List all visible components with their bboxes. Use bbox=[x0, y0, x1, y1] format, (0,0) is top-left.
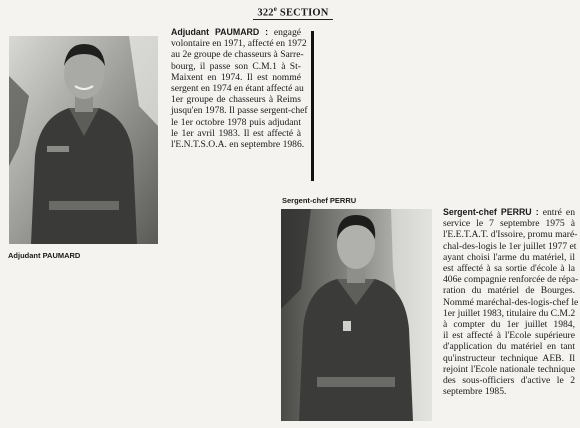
paumard-bio bbox=[171, 27, 308, 151]
perru-bio-line: qu'instructeur technique AEB. Il bbox=[443, 352, 575, 364]
perru-caption: Sergent-chef PERRU bbox=[282, 196, 357, 205]
paumard-bio-line: volontaire en 1971, affecté en 1972 bbox=[171, 38, 307, 50]
perru-bio-line: rejoint l'Ecole nationale technique bbox=[443, 363, 575, 375]
perru-bio-line: ayant choisi l'arme du matériel, il bbox=[443, 251, 575, 263]
section-title bbox=[253, 5, 333, 19]
section-number-suffix: e bbox=[273, 5, 278, 13]
perru-bio-line: Nommé maréchal-des-logis-chef le bbox=[443, 296, 579, 308]
perru-photo bbox=[281, 209, 432, 421]
perru-bio-name: Sergent-chef PERRU : bbox=[443, 207, 539, 217]
perru-bio-line: service le 7 septembre 1975 à bbox=[443, 218, 575, 230]
paumard-bio-line: le 1er avril 1983. Il est affecté à bbox=[171, 127, 301, 139]
paumard-bio-line: jusqu'en 1978. Il passe sergent-chef bbox=[171, 105, 308, 117]
paumard-bio-line: le 1er octobre 1978 puis adjudant bbox=[171, 116, 301, 128]
paumard-photo bbox=[9, 36, 158, 244]
perru-bio-line: est affecté à sa sortie d'école à la bbox=[443, 263, 575, 275]
perru-bio-line: l'E.E.T.A.T. d'Issoire, promu maré- bbox=[443, 229, 578, 241]
section-label: SECTION bbox=[279, 7, 329, 19]
section-number: 322 bbox=[257, 7, 274, 19]
paumard-bio-line: l'E.N.T.S.O.A. en septembre 1986. bbox=[171, 139, 305, 151]
paumard-bio-line-0: Adjudant PAUMARD : engagé bbox=[171, 27, 301, 38]
paumard-bio-line: Maixent en 1974. Il est nommé bbox=[171, 71, 301, 83]
vertical-rule bbox=[311, 31, 314, 181]
perru-bio-line: à compter du 1er juillet 1984, bbox=[443, 319, 575, 331]
perru-bio-line: d'application du matériel en tant bbox=[443, 341, 575, 353]
perru-bio-line: 1er juillet 1983, titulaire du C.M.2 bbox=[443, 307, 576, 319]
perru-bio-line: septembre 1985. bbox=[443, 386, 507, 398]
perru-bio-line-0: Sergent-chef PERRU : entré en bbox=[443, 207, 575, 218]
perru-bio-line: ration du matériel de Bourges. bbox=[443, 285, 575, 297]
section-underline bbox=[253, 19, 333, 20]
paumard-bio-line: bourg, il passe son C.M.1 à St- bbox=[171, 60, 301, 72]
paumard-bio-line: 1er groupe de chasseurs à Reims bbox=[171, 94, 301, 106]
paumard-bio-line: au 2e groupe de chasseurs à Sarre- bbox=[171, 49, 304, 61]
perru-bio-line: il est affecté à l'Ecole supérieure bbox=[443, 330, 575, 342]
perru-bio-line: des sous-officiers d'active le 2 bbox=[443, 375, 575, 387]
perru-bio-line: 406e compagnie renforcée de répa- bbox=[443, 274, 579, 286]
paumard-bio-name: Adjudant PAUMARD : bbox=[171, 27, 269, 37]
perru-bio-line: chal-des-logis le 1er juillet 1977 et bbox=[443, 240, 577, 252]
paumard-bio-line: sergent en 1974 en étant affecté au bbox=[171, 83, 304, 95]
perru-bio bbox=[443, 207, 579, 398]
paumard-caption: Adjudant PAUMARD bbox=[8, 251, 81, 260]
